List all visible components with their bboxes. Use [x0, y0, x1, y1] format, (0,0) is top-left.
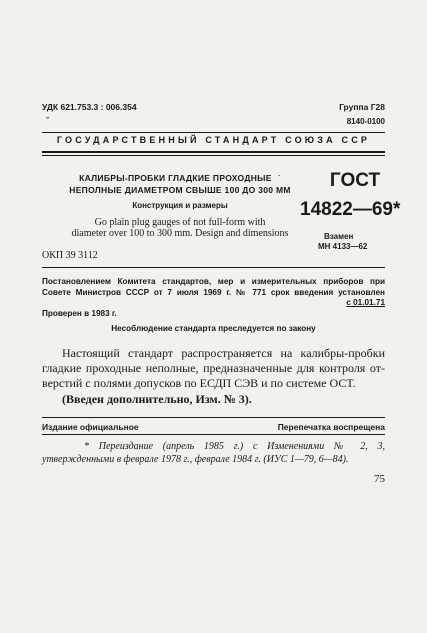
top-rule	[42, 132, 385, 133]
title-line-1: КАЛИБРЫ-ПРОБКИ ГЛАДКИЕ ПРОХОДНЫЕ	[79, 173, 272, 183]
law-notice: Несоблюдение стандарта преследуется по закону	[111, 324, 316, 333]
decree-line-1: Постановлением Комитета стандартов, мер и измерительных приборов при	[42, 277, 385, 286]
official-edition: Издание официальное	[42, 422, 139, 432]
okp-code: ОКП 39 3112	[42, 250, 98, 261]
body-text	[42, 346, 385, 391]
footnote-rule	[42, 434, 385, 435]
title-dot: ˙	[277, 173, 281, 183]
footnote-line-2: утвержденными в феврале 1978 г., феврале 1984 г. (ИУС 1—79, 6—84).	[42, 454, 349, 465]
title-line-2: НЕПОЛНЫЕ ДИАМЕТРОМ СВЫШЕ 100 ДО 300 ММ	[69, 185, 291, 195]
effective-date: с 01.01.71	[346, 298, 385, 307]
margin-mark: ˇ	[46, 116, 49, 126]
decree-rule	[42, 267, 385, 268]
footnote-line-1: * Переиздание (апрель 1985 г.) с Изменениями № 2, 3,	[84, 441, 385, 452]
group-code: Группа Г28	[339, 102, 385, 112]
decree-line-2: Совете Министров СССР от 7 июля 1969 г. № 771 срок введения установлен	[42, 287, 385, 297]
standard-title	[60, 172, 300, 196]
gost-label: ГОСТ	[329, 170, 381, 191]
english-title	[40, 217, 320, 239]
body-line-2: гладкие проходные неполные, предназначенные для контроля от-	[42, 361, 385, 375]
standard-subtitle: Конструкция и размеры	[132, 201, 228, 210]
page-number: 75	[374, 473, 385, 485]
checked-year: Проверен в 1983 г.	[42, 309, 117, 318]
heading-rule-thick	[42, 151, 385, 153]
heading-rule-thin	[42, 155, 385, 156]
body-line-1: Настоящий стандарт распространяется на калибры-пробки	[62, 346, 385, 360]
english-title-line-2: diameter over 100 to 300 mm. Design and dimensions	[71, 228, 289, 239]
amendment-note: (Введен дополнительно, Изм. № 3).	[62, 392, 252, 406]
classifier-code: 8140-0100	[346, 117, 385, 126]
body-line-3: верстий с полями допусков по ЕСДП СЭВ и по системе ОСТ.	[42, 376, 356, 390]
udk-code: УДК 621.753.3 : 006.354	[42, 102, 137, 112]
reprint-prohibited: Перепечатка воспрещена	[277, 422, 385, 432]
state-standard-heading: ГОСУДАРСТВЕННЫЙ СТАНДАРТ СОЮЗА ССР	[56, 135, 371, 145]
reissue-footnote	[42, 440, 385, 466]
replaces-value: МН 4133—62	[318, 242, 368, 251]
english-title-line-1: Go plain plug gauges of not full-form with	[94, 217, 266, 228]
gost-number: 14822—69*	[300, 199, 401, 220]
footer-rule	[42, 417, 385, 418]
replaces-label: Взамен	[324, 232, 354, 241]
replaces-block	[318, 232, 367, 252]
